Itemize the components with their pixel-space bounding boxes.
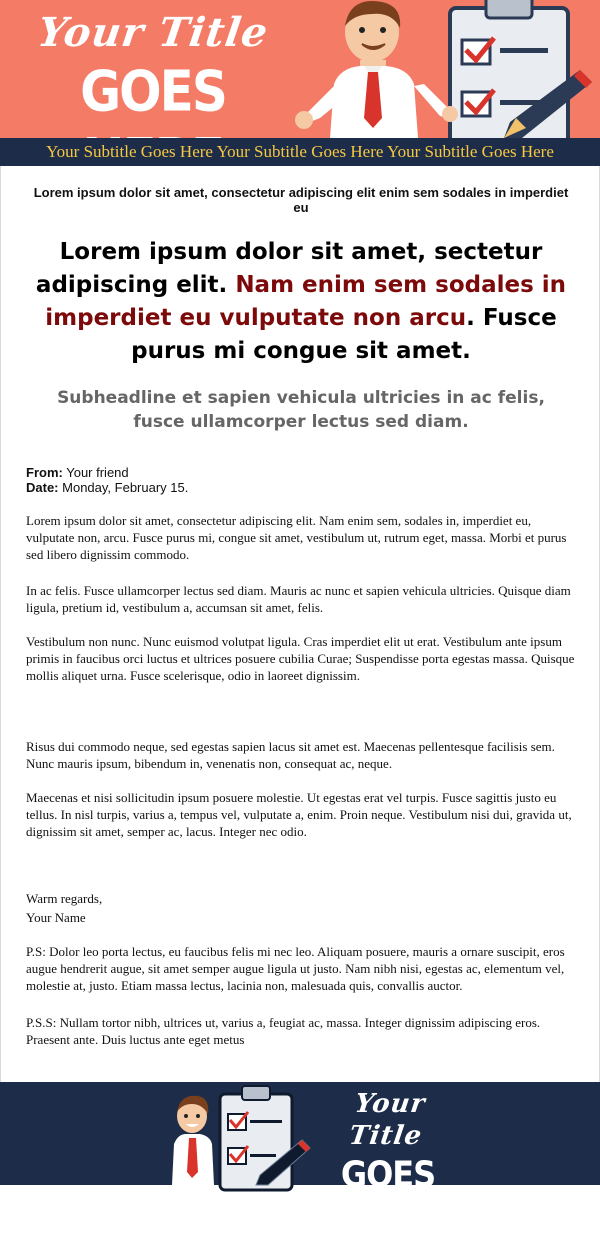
footer-title-line2: GOES HERE	[340, 1153, 436, 1241]
headline-black-part: Lorem ipsum dolor sit amet, sectetur adipiscing elit.	[35, 239, 543, 298]
date-label: Date:	[26, 480, 59, 495]
headline-end-part: Fusce purus mi congue sit amet.	[131, 305, 557, 364]
body-paragraph: Risus dui commodo neque, sed egestas sapien lacus sit amet est. Maecenas pellentesque facilisis sem. Nunc mauris ipsum, bibendum in, venenatis non, consequat ac, neque.	[26, 739, 555, 771]
header-title-line1: Your Title	[34, 9, 272, 56]
from-line	[26, 465, 188, 480]
intro-text: Lorem ipsum dolor sit amet, consectetur adipiscing elit enim sem sodales in imperdiet eu	[33, 185, 569, 215]
letter-meta	[26, 465, 188, 495]
postscript: P.S.S: Nullam tortor nibh, ultrices ut, varius a, feugiat ac, massa. Integer dignissim adipiscing eros. Praesent ante. Duis luctus ante eget metus	[26, 1015, 541, 1047]
postscript: P.S: Dolor leo porta lectus, eu faucibus felis mi nec leo. Aliquam posuere, mauris a ornare suscipit, eros augue hendrerit augue, sit amet semper augue ligula ut justo. Nam nibh nisi, egestas ac, elementum vel, molestie at, justo. Etiam massa lectus, lacinia non, malesuada quis, convallis auctor.	[26, 944, 565, 993]
from-value: Your friend	[66, 465, 129, 480]
businessman-illustration	[170, 1082, 320, 1185]
header-title-line2: GOES	[80, 59, 226, 125]
headline-punct: .	[466, 305, 475, 331]
footer-title	[318, 1088, 458, 1241]
body-paragraph: In ac felis. Fusce ullamcorper lectus sed diam. Mauris ac nunc et sapien vehicula ultricies. Quisque diam ligula, pretium id, vestibulum a, accumsan sit amet, felis.	[26, 583, 571, 615]
headline	[21, 236, 581, 368]
closing-name: Your Name	[26, 910, 86, 925]
body-paragraph: Maecenas et nisi sollicitudin ipsum posuere molestie. Ut egestas erat vel turpis. Fusce sagittis justo eu tellus. In nisl turpis, varius a, tempus vel, vulputate a, enim. Proin neque. Vestibulum nisi dui, gravida ut, dignissim sit amet, semper ac, lacus. Integer nec odio.	[26, 790, 572, 839]
subtitle-text: Your Subtitle Goes Here Your Subtitle Goes Here Your Subtitle Goes Here	[46, 142, 554, 161]
date-value: Monday, February 15.	[62, 480, 189, 495]
subtitle-bar	[0, 138, 600, 166]
closing-regards: Warm regards,	[26, 891, 103, 906]
footer-title-line1: Your Title	[347, 1089, 428, 1151]
letter-content	[0, 166, 600, 1082]
body-paragraph: Vestibulum non nunc. Nunc euismod volutpat ligula. Cras imperdiet elit ut erat. Vestibulum ante ipsum primis in faucibus orci luctus et ultrices posuere cubilia Curae; Suspendisse porta egestas massa. Quisque mollis aliquet urna. Fusce scelerisque, odio in laoreet dignissim.	[26, 634, 575, 683]
businessman-illustration	[290, 0, 600, 138]
from-label: From:	[26, 465, 63, 480]
footer-banner	[0, 1082, 600, 1241]
body-paragraph: Lorem ipsum dolor sit amet, consectetur adipiscing elit. Nam enim sem, sodales in, imperdiet eu, vulputate non, arcu. Fusce purus mi, congue sit amet, vestibulum ut, rutrum eget, massa. Morbi et purus sed libero dignissim commodo.	[26, 513, 567, 562]
checklist-clipboard-icon	[220, 1086, 292, 1190]
header-banner	[0, 0, 600, 138]
headline-red-part: Nam enim sem sodales in imperdiet eu vulputate non arcu	[45, 272, 567, 331]
date-line	[26, 480, 188, 495]
subheadline: Subheadline et sapien vehicula ultricies in ac felis, fusce ullamcorper lectus sed diam.	[57, 388, 545, 432]
